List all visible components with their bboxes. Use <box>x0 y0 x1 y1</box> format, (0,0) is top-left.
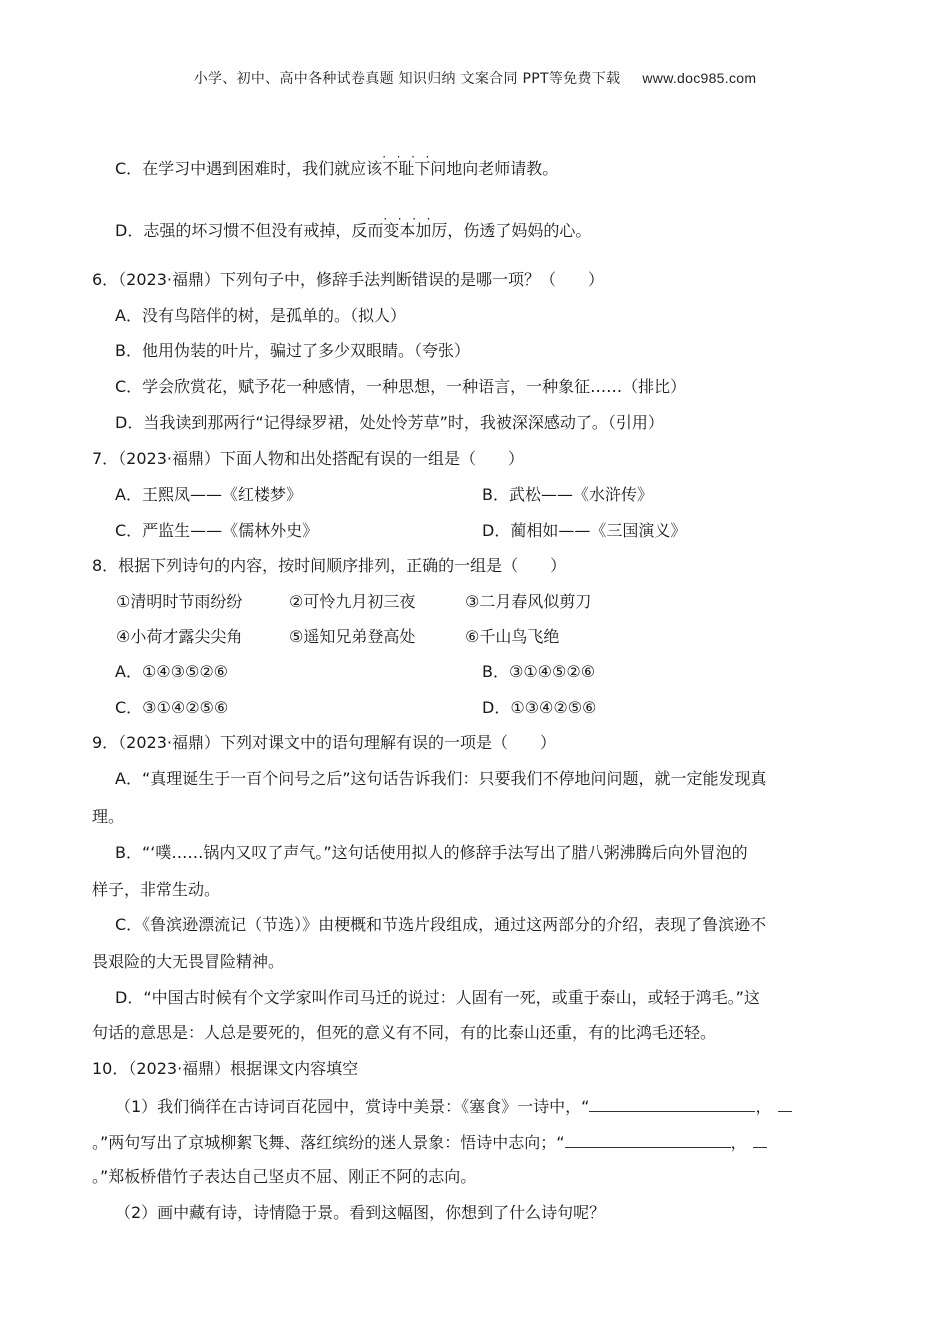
q9-option-d-line2: 句话的意思是：人总是要死的，但死的意义有不同，有的比泰山还重，有的比鸿毛还轻。 <box>92 1023 717 1042</box>
q10-part1-line1: （1）我们徜徉在古诗词百花园中，赏诗中美景：《塞食》一诗中，“ ， <box>115 1095 792 1118</box>
fill-blank-3[interactable] <box>565 1131 731 1148</box>
q6-option-d: D．当我读到那两行“记得绿罗裙，处处怜芳草”时，我被深深感动了。（引用） <box>115 413 664 432</box>
q6-stem: 6．（2023·福鼎）下列句子中，修辞手法判断错误的是哪一项？（ ） <box>92 270 604 289</box>
q9-option-b-line2: 样子，非常生动。 <box>92 880 221 899</box>
q9-stem: 9．（2023·福鼎）下列对课文中的语句理解有误的一项是（ ） <box>92 733 556 752</box>
q7-option-c: C．严监生——《儒林外史》 <box>115 521 319 540</box>
q6-option-c: C．学会欣赏花，赋予花一种感情，一种思想，一种语言，一种象征……（排比） <box>115 377 687 396</box>
fill-blank-4[interactable] <box>753 1131 767 1148</box>
q7-option-d: D．蔺相如——《三国演义》 <box>482 521 687 540</box>
q6-option-b: B．他用伪装的叶片，骗过了多少双眼睛。（夸张） <box>115 341 470 360</box>
q9-option-a-line1: A．“真理诞生于一百个问号之后”这句话告诉我们：只要我们不停地问问题，就一定能发现真 <box>115 769 767 788</box>
q8-item-4: ④小荷才露尖尖角 <box>116 627 243 646</box>
q9-option-b-line1: B．“‘噗……锅内又叹了声气。”这句话使用拟人的修辞手法写出了腊八粥沸腾后向外冒泡的 <box>115 843 748 862</box>
q8-item-1: ①清明时节雨纷纷 <box>116 592 243 611</box>
q10-part2: （2）画中藏有诗，诗情隐于景。看到这幅图，你想到了什么诗句呢？ <box>115 1203 606 1222</box>
q10-stem: 10．（2023·福鼎）根据课文内容填空 <box>92 1059 359 1078</box>
q10-part1-line2: 。”两句写出了京城柳絮飞舞、落红缤纷的迷人景象：悟诗中志向；“ ， <box>92 1131 767 1154</box>
q9-option-c-line2: 畏艰险的大无畏冒险精神。 <box>92 952 285 971</box>
fill-blank-1[interactable] <box>589 1095 755 1112</box>
q7-option-a: A．王熙凤——《红楼梦》 <box>115 485 302 504</box>
q10-part1-line3: 。”郑板桥借竹子表达自己坚贞不屈、刚正不阿的志向。 <box>92 1167 477 1186</box>
q8-stem: 8．根据下列诗句的内容，按时间顺序排列，正确的一组是（ ） <box>92 556 567 575</box>
q7-option-b: B．武松——《水浒传》 <box>482 485 653 504</box>
q5-option-d: D．志强的坏习惯不但没有戒掉，反而· · 变本加厉，伤透了妈妈的心。 <box>115 220 591 242</box>
q9-option-d-line1: D．“中国古时候有个文学家叫作司马迁的说过：人固有一死，或重于泰山，或轻于鸿毛。”这 <box>115 988 760 1007</box>
page-header <box>0 68 950 88</box>
q5-option-c: C．在学习中遇到困难时，我们就应该· · 不耻下问地向老师请教。 <box>115 158 558 180</box>
q5-option-d-emphasis: · · 变本加厉 <box>383 221 447 240</box>
q7-stem: 7．（2023·福鼎）下面人物和出处搭配有误的一组是（ ） <box>92 449 524 468</box>
q8-item-6: ⑥千山鸟飞绝 <box>465 627 560 646</box>
q8-option-c: C．③①④②⑤⑥ <box>115 698 229 717</box>
q8-item-2: ②可怜九月初三夜 <box>289 592 416 611</box>
fill-blank-2[interactable] <box>778 1095 792 1112</box>
header-url[interactable]: www.doc985.com <box>642 70 757 86</box>
q5-option-c-emphasis: · · 不耻下问 <box>382 159 446 178</box>
q8-option-a: A．①④③⑤②⑥ <box>115 662 229 681</box>
q8-option-b: B．③①④⑤②⑥ <box>482 662 596 681</box>
q8-option-d: D．①③④②⑤⑥ <box>482 698 597 717</box>
q9-option-c-line1: C．《鲁滨逊漂流记（节选）》由梗概和节选片段组成，通过这两部分的介绍，表现了鲁滨逊不 <box>115 915 767 934</box>
q8-item-5: ⑤遥知兄弟登高处 <box>289 627 416 646</box>
header-text: 小学、初中、高中各种试卷真题 知识归纳 文案合同 PPT等免费下载 <box>193 71 621 87</box>
q8-item-3: ③二月春风似剪刀 <box>465 592 592 611</box>
q6-option-a: A．没有鸟陪伴的树，是孤单的。（拟人） <box>115 306 406 325</box>
q9-option-a-line2: 理。 <box>92 807 125 826</box>
